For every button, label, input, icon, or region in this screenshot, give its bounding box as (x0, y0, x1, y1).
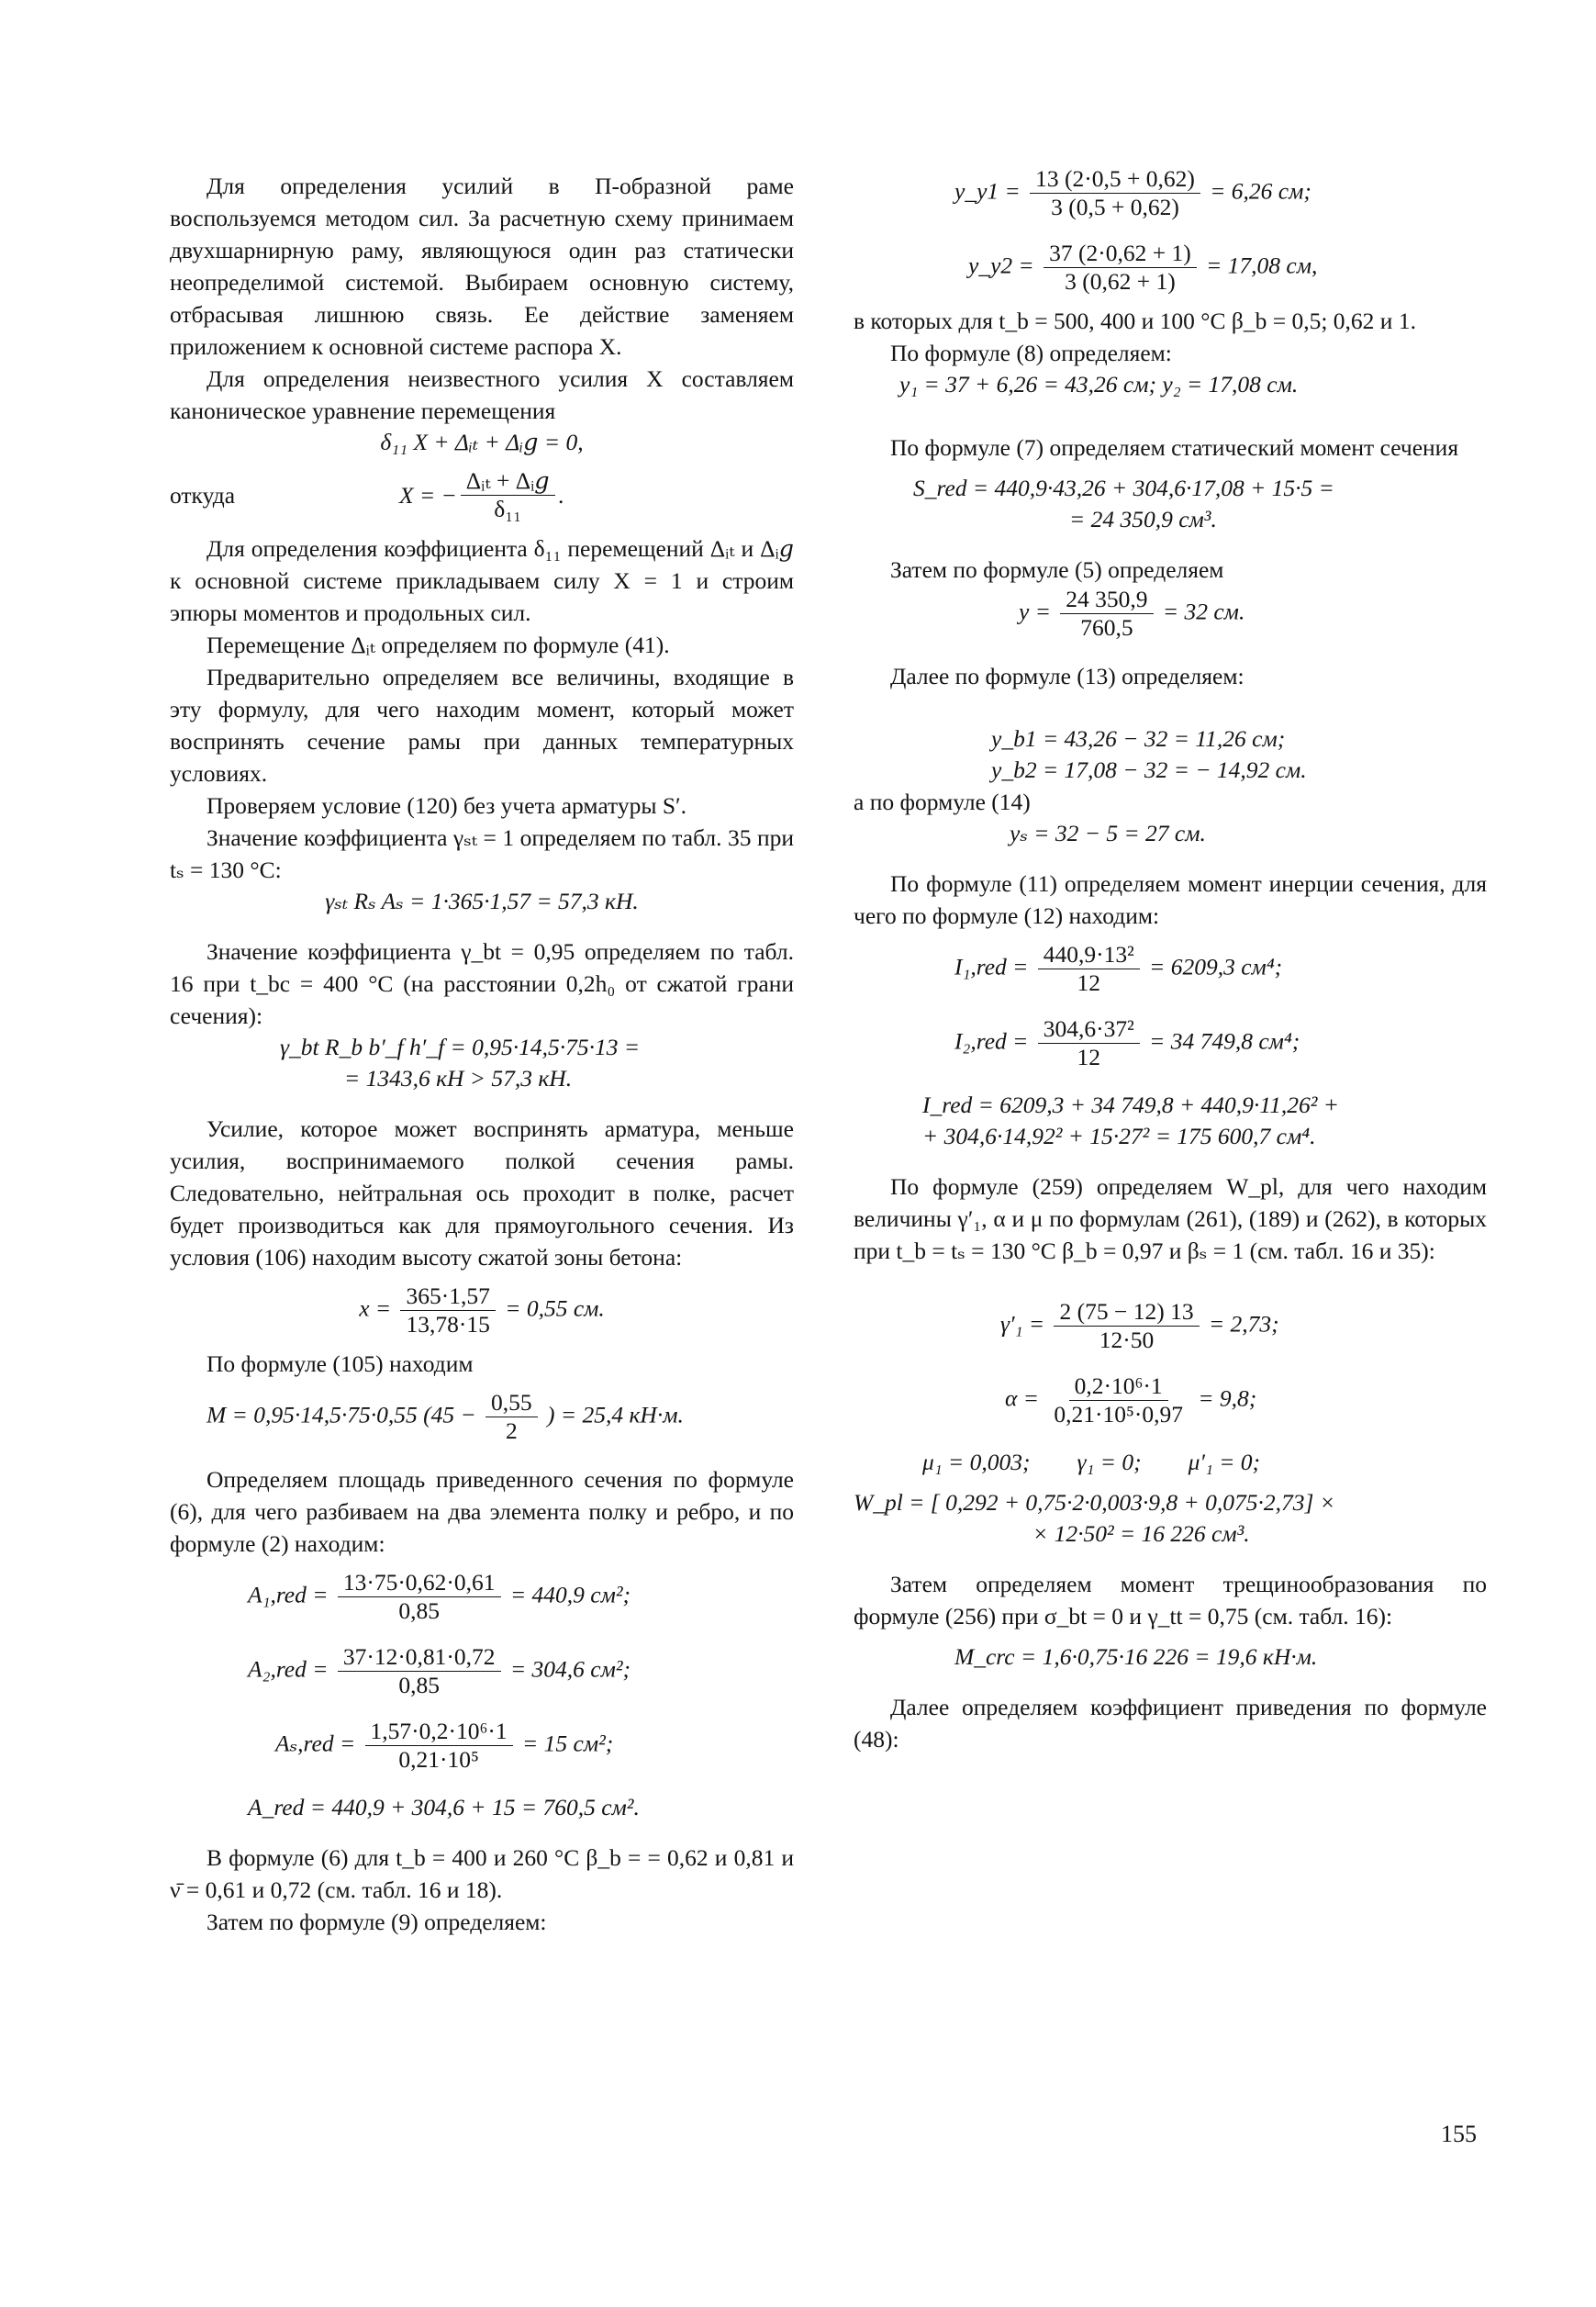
eqy1-lhs: y_y1 = (954, 177, 1021, 205)
eq7r-rhs: = 34 749,8 см⁴; (1149, 1027, 1300, 1055)
equation-as-red (170, 1718, 794, 1774)
eq6-a: M = 0,95·14,5·75·0,55 (45 − (206, 1401, 476, 1428)
eq9r-num: 2 (75 − 12) 13 (1054, 1298, 1199, 1327)
eqy1-den: 3 (0,5 + 0,62) (1051, 194, 1179, 220)
eq7-num: 13·75·0,62·0,61 (338, 1569, 501, 1597)
eq10r-lhs: α = (1005, 1384, 1039, 1412)
eq9r-rhs: = 2,73; (1208, 1310, 1279, 1338)
eq7-lhs: A₁,red = (248, 1581, 329, 1608)
paragraph-formula-8: По формуле (8) определяем: (890, 340, 1172, 366)
equation-i1-red (854, 941, 1487, 997)
equation-moment (170, 1389, 794, 1445)
eqy2-rhs: = 17,08 см, (1206, 252, 1318, 279)
eq6r-rhs: = 6209,3 см⁴; (1149, 953, 1283, 980)
left-column (170, 170, 794, 1938)
eq5-num: 365·1,57 (400, 1282, 495, 1311)
eq6-fraction (485, 1389, 538, 1445)
eq7-rhs: = 440,9 см²; (509, 1581, 631, 1608)
paragraph-formula-48: Далее определяем коэффициент приведения по формуле (48): (854, 1694, 1487, 1753)
equation-yy1 (854, 165, 1487, 221)
paragraph-neutral-axis: Усилие, которое может воспринять арматура, меньше усилия, воспринимаемого полкой сечения рамы. Следовательно, нейтральная ось проходит в полке, расчет будет производиться как для прямоугольного сечения. Из условия (106) находим высоту сжатой зоны бетона: (170, 1115, 794, 1271)
equation-x-height (170, 1282, 794, 1338)
eq-x-tail: . (558, 481, 565, 509)
eqy2-fraction (1044, 240, 1197, 296)
equation-wpl-b: × 12·50² = 16 226 см³. (1032, 1520, 1250, 1547)
eq10r-rhs: = 9,8; (1198, 1384, 1257, 1412)
eqy2-den: 3 (0,62 + 1) (1065, 268, 1176, 295)
equation-y (854, 586, 1487, 642)
eq7-den: 0,85 (398, 1597, 440, 1624)
page-number: 155 (1441, 2121, 1477, 2147)
paragraph-check: Проверяем условие (120) без учета арматуры S′. (206, 792, 686, 819)
eq7r-num: 304,6·37² (1038, 1015, 1140, 1044)
paragraph-formula-14: а по формуле (14) (854, 789, 1031, 815)
eq9-num: 1,57·0,2·10⁶·1 (365, 1718, 513, 1746)
equation-yb2: y_b2 = 17,08 − 32 = − 14,92 см. (991, 756, 1307, 783)
eq6r-num: 440,9·13² (1038, 941, 1140, 969)
eq10r-num: 0,2·10⁶·1 (1069, 1372, 1168, 1401)
paragraph-displacement: Перемещение Δᵢₜ определяем по формуле (41). (206, 632, 670, 658)
equation-yy2 (854, 240, 1487, 296)
equation-gamma-st: γₛₜ Rₛ Aₛ = 1·365·1,57 = 57,3 кН. (325, 888, 639, 914)
eq-x-den: δ₁₁ (494, 496, 522, 522)
eq8-fraction (338, 1643, 501, 1699)
equation-alpha (854, 1372, 1487, 1428)
equation-mu: μ₁ = 0,003; γ₁ = 0; μ′₁ = 0; (922, 1449, 1261, 1475)
equation-canonical: δ₁₁ X + Δᵢₜ + Δᵢ𝑔 = 0, (380, 429, 584, 455)
paragraph-gamma-bt: Значение коэффициента γ_bt = 0,95 определяем по табл. 16 при t_bc = 400 °C (на расстоянии 0,2h₀ от сжатой грани сечения): (170, 938, 794, 1029)
eq6-num: 0,55 (485, 1389, 538, 1417)
equation-gamma-bt-a: γ_bt R_b b′_f h′_f = 0,95·14,5·75·13 = (280, 1034, 641, 1060)
eq5-rhs: = 0,55 см. (505, 1294, 605, 1322)
eq9r-den: 12·50 (1099, 1327, 1155, 1353)
paragraph-wpl: По формуле (259) определяем W_pl, для чего находим величины γ′₁, α и μ по формулам (261), (189) и (262), в которых при t_b = tₛ = 130 °C β_b = 0,97 и βₛ = 1 (см. табл. 16 и 35): (854, 1173, 1487, 1264)
eq3-rhs: = 32 см. (1162, 598, 1245, 625)
eqy2-lhs: y_y2 = (968, 252, 1034, 279)
paragraph-gamma-st: Значение коэффициента γₛₜ = 1 определяем по табл. 35 при tₛ = 130 °C: (170, 824, 794, 883)
equation-wpl-a: W_pl = [ 0,292 + 0,75·2·0,003·9,8 + 0,075·2,73] × (854, 1489, 1336, 1516)
eq9r-lhs: γ′₁ = (1000, 1310, 1045, 1338)
eq-x-lhs: X = − (399, 481, 457, 509)
eq7r-lhs: I₂,red = (954, 1027, 1029, 1055)
eq10r-fraction (1048, 1372, 1189, 1428)
eq7r-fraction (1038, 1015, 1140, 1071)
paragraph-crack-moment: Затем определяем момент трещинообразования по формуле (256) при σ_bt = 0 и γ_tt = 0,75 (см. табл. 16): (854, 1571, 1487, 1629)
equation-ys: yₛ = 32 − 5 = 27 см. (1010, 820, 1206, 846)
paragraph-formula-9: Затем по формуле (9) определяем: (206, 1909, 547, 1935)
equation-i-red-b: + 304,6·14,92² + 15·27² = 175 600,7 см⁴. (922, 1123, 1316, 1149)
eq5-fraction (400, 1282, 495, 1338)
equation-gamma1 (854, 1298, 1487, 1354)
eq6r-lhs: I₁,red = (954, 953, 1029, 980)
eq3-num: 24 350,9 (1060, 586, 1153, 614)
equation-a-red-total: A_red = 440,9 + 304,6 + 15 = 760,5 см². (248, 1794, 640, 1820)
eq6-den: 2 (505, 1417, 518, 1444)
equation-y1-y2: y₁ = 37 + 6,26 = 43,26 см; y₂ = 17,08 см. (899, 371, 1299, 398)
equation-x (170, 467, 794, 523)
eqy1-num: 13 (2·0,5 + 0,62) (1030, 165, 1200, 194)
eq5-den: 13,78·15 (406, 1311, 490, 1338)
eq10r-den: 0,21·10⁵·0,97 (1054, 1401, 1183, 1428)
eq8-num: 37·12·0,81·0,72 (338, 1643, 501, 1672)
equation-i2-red (854, 1015, 1487, 1071)
eqy2-num: 37 (2·0,62 + 1) (1044, 240, 1197, 268)
eq8-lhs: A₂,red = (248, 1655, 329, 1683)
paragraph-static-moment: По формуле (7) определяем статический момент сечения (890, 434, 1459, 461)
equation-a2-red (170, 1643, 794, 1699)
equation-i-red-a: I_red = 6209,3 + 34 749,8 + 440,9·11,26² + (922, 1092, 1339, 1118)
eq9-lhs: Aₛ,red = (275, 1730, 356, 1757)
eq8-rhs: = 304,6 см²; (509, 1655, 631, 1683)
eq8-den: 0,85 (398, 1672, 440, 1698)
eq3-fraction (1060, 586, 1153, 642)
equation-s-red-b: = 24 350,9 см³. (1069, 506, 1217, 532)
eq-x-fraction (461, 467, 555, 523)
paragraph-formula-105: По формуле (105) находим (206, 1350, 474, 1377)
eq6r-fraction (1038, 941, 1140, 997)
paragraph-formula-5: Затем по формуле (5) определяем (890, 556, 1224, 583)
right-column (854, 165, 1487, 1755)
equation-gamma-bt-b: = 1343,6 кН > 57,3 кН. (344, 1065, 573, 1092)
paragraph-inertia: По формуле (11) определяем момент инерции сечения, для чего по формуле (12) находим: (854, 870, 1487, 929)
eq7-fraction (338, 1569, 501, 1625)
paragraph-beta-b: В формуле (6) для t_b = 400 и 260 °C β_b = = 0,62 и 0,81 и ν̄ = 0,61 и 0,72 (см. табл. 16 и 18). (170, 1844, 794, 1903)
paragraph-coefficient: Для определения коэффициента δ₁₁ перемещений Δᵢₜ и Δᵢ𝑔 к основной системе прикладываем силу X = 1 и строим эпюры моментов и продольных сил. (170, 535, 794, 626)
paragraph-method: Для определения усилий в П-образной раме воспользуемся методом сил. За расчетную схему принимаем двухшарнирную раму, являющуюся один раз статически неопределимой системой. Выбираем основную систему, отбрасывая лишнюю связь. Ее действие заменяем приложением к основной системе распора X. (170, 173, 794, 360)
eq6-b: ) = 25,4 кН·м. (547, 1401, 684, 1428)
equation-yb1: y_b1 = 43,26 − 32 = 11,26 см; (991, 725, 1286, 752)
paragraph-beta-b-right: в которых для t_b = 500, 400 и 100 °C β_b = 0,5; 0,62 и 1. (854, 308, 1416, 334)
paragraph-reduced-area: Определяем площадь приведенного сечения по формуле (6), для чего разбиваем на два элемента полку и ребро, и по формуле (2) находим: (170, 1466, 794, 1557)
paragraph-formula-13: Далее по формуле (13) определяем: (890, 663, 1244, 689)
eq9-rhs: = 15 см²; (522, 1730, 614, 1757)
otkuda-label: откуда (170, 481, 236, 509)
eq3-den: 760,5 (1080, 614, 1133, 641)
equation-s-red-a: S_red = 440,9·43,26 + 304,6·17,08 + 15·5 = (913, 475, 1334, 501)
equation-a1-red (170, 1569, 794, 1625)
eq6r-den: 12 (1077, 969, 1100, 996)
eq5-lhs: x = (359, 1294, 392, 1322)
equation-m-crc: M_crc = 1,6·0,75·16 226 = 19,6 кН·м. (954, 1643, 1318, 1670)
eq3-lhs: y = (1019, 598, 1051, 625)
eqy1-rhs: = 6,26 см; (1210, 177, 1311, 205)
eq9-fraction (365, 1718, 513, 1774)
eq9-den: 0,21·10⁵ (398, 1746, 479, 1773)
eq7r-den: 12 (1077, 1044, 1100, 1070)
eq9r-fraction (1054, 1298, 1199, 1354)
eqy1-fraction (1030, 165, 1200, 221)
eq-x-num: Δᵢₜ + Δᵢ𝑔 (461, 467, 555, 496)
paragraph-canonical: Для определения неизвестного усилия X составляем каноническое уравнение перемещения (170, 365, 794, 424)
paragraph-preliminary: Предварительно определяем все величины, входящие в эту формулу, для чего находим момент, который может воспринять сечение рамы при данных температурных условиях. (170, 664, 794, 787)
